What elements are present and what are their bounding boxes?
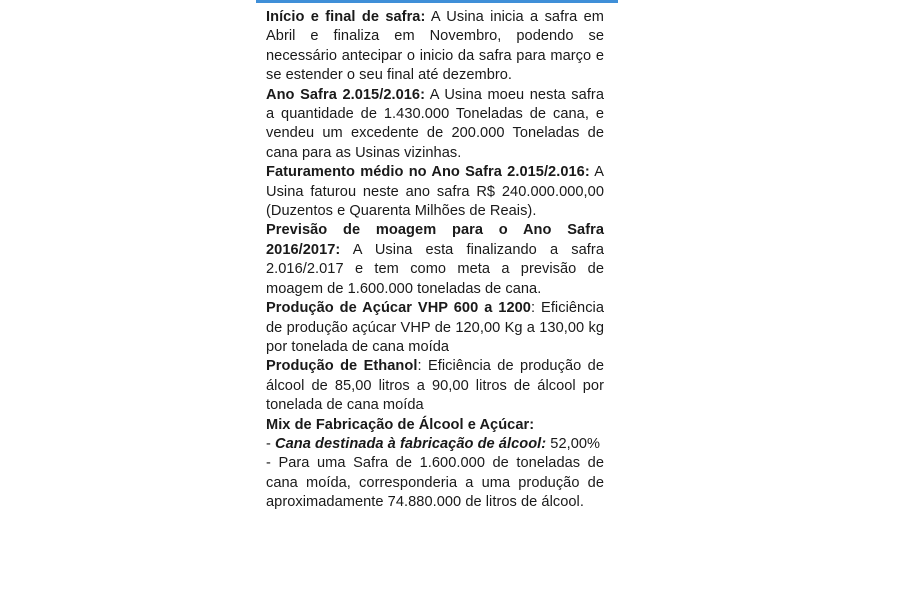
- section-ethanol-production: [266, 357, 604, 415]
- section-text: : Eficiência de produção de álcool de 85,00 litros a 90,00 litros de álcool por tonelada de cana moída: [266, 358, 604, 414]
- mix-item-prefix: -: [266, 435, 276, 452]
- mix-item-label: Cana destinada à fabricação de álcool:: [275, 435, 547, 452]
- section-heading: Produção de Açúcar VHP 600 a 1200: [266, 300, 531, 317]
- section-harvest-2015-2016: [266, 86, 604, 164]
- section-heading: Faturamento médio no Ano Safra 2.015/2.016:: [266, 164, 590, 181]
- section-heading: Início e final de safra:: [266, 9, 426, 25]
- mix-item-alcohol-share: [266, 435, 604, 454]
- section-heading: Mix de Fabricação de Álcool e Açúcar:: [266, 416, 535, 433]
- section-average-revenue: [266, 163, 604, 221]
- section-text: A Usina inicia a safra em Abril e finaliza em Novembro, podendo se necessário antecipar o inicio da safra para março e se estender o seu final até dezembro.: [266, 9, 604, 84]
- section-heading: Produção de Ethanol: [266, 358, 418, 375]
- section-text: A Usina esta finalizando a safra 2.016/2.017 e tem como meta a previsão de moagem de 1.600.000 toneladas de cana.: [266, 241, 604, 297]
- mix-item-alcohol-volume: [266, 454, 604, 512]
- mix-item-value: - Para uma Safra de 1.600.000 de toneladas de cana moída, corresponderia a uma produção de aproximadamente 74.880.000 de litros de álcool.: [266, 455, 604, 511]
- section-text: A Usina moeu nesta safra a quantidade de 1.430.000 Toneladas de cana, e vendeu um excedente de 200.000 Toneladas de cana para as Usinas vizinhas.: [266, 86, 604, 161]
- section-production-mix: [266, 416, 604, 435]
- mix-item-value: 52,00%: [546, 435, 601, 452]
- section-heading: Ano Safra 2.015/2.016:: [266, 86, 425, 103]
- section-text: : Eficiência de produção açúcar VHP de 120,00 Kg a 130,00 kg por tonelada de cana moída: [266, 300, 604, 355]
- top-accent-rule: [256, 0, 618, 3]
- section-harvest-period: [266, 8, 604, 86]
- document-body: [266, 8, 604, 513]
- section-heading: Previsão de moagem para o Ano Safra 2016/2017:: [266, 222, 604, 258]
- section-sugar-production: [266, 299, 604, 357]
- section-text: A Usina faturou neste ano safra R$ 240.000.000,00 (Duzentos e Quarenta Milhões de Reais).: [266, 164, 604, 220]
- section-milling-forecast: [266, 221, 604, 299]
